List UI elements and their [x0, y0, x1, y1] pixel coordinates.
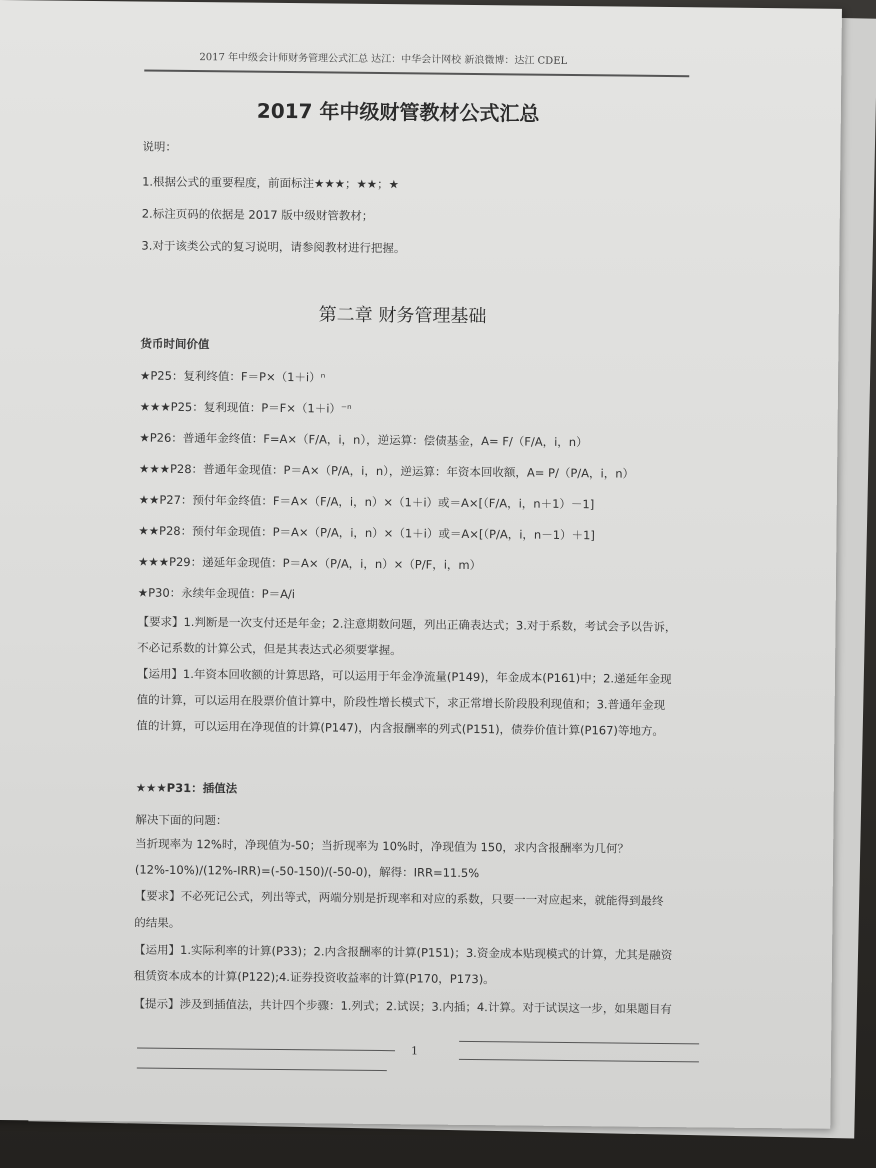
formula-line: ★★★P25：复利现值：P＝F×（1＋i）⁻ⁿ	[139, 399, 352, 416]
formula-line: ★★P27：预付年金终值：F＝A×（F/A，i，n）×（1＋i）或＝A×[（F/A，i，n＋1）－1]	[138, 492, 595, 512]
requirements-paragraph: 【要求】1.判断是一次支付还是年金；2.注意期数问题，列出正确表达式；3.对于系数，考试会予以告诉，	[137, 614, 677, 635]
note-item: 1.根据公式的重要程度，前面标注★★★；★★；★	[142, 174, 399, 192]
formula-line: ★P26：普通年金终值：F=A×（F/A，i，n），逆运算：偿债基金，A= F/（F/A，i，n）	[139, 430, 588, 450]
header-divider	[144, 70, 689, 78]
interpolation-heading: ★★★P31：插值法	[135, 780, 238, 796]
application-paragraph: 值的计算，可以运用在股票价值计算中，阶段性增长模式下，求正常增长阶段股利现值和；3.普通年金现	[136, 692, 666, 713]
running-header: 2017 年中级会计师财务管理公式汇总 达江：中华会计网校 新浪微博：达江 CDEL	[199, 52, 568, 67]
formula-line: ★P25：复利终值：F＝P×（1＋i）ⁿ	[140, 368, 326, 385]
interpolation-line: 当折现率为 12%时，净现值为-50；当折现率为 10%时，净现值为 150，求内含报酬率为几何？	[135, 836, 630, 856]
interpolation-line: 【提示】涉及到插值法，共计四个步骤：1.列式；2.试误；3.内插；4.计算。对于试误这一步，如果题目有	[133, 996, 672, 1017]
footer-divider-left-lower	[137, 1067, 387, 1071]
section-heading: 货币时间价值	[140, 336, 210, 352]
document-title: 2017 年中级财管教材公式汇总	[256, 98, 540, 126]
interpolation-line: 解决下面的问题：	[135, 812, 228, 828]
formula-line: ★P30：永续年金现值：P＝A/i	[137, 585, 296, 602]
formula-line: ★★★P28：普通年金现值：P＝A×（P/A，i，n），逆运算：年资本回收额，A= P/（P/A，i，n）	[139, 461, 635, 481]
note-item: 2.标注页码的依据是 2017 版中级财管教材；	[141, 206, 374, 223]
interpolation-line: 【运用】1.实际利率的计算(P33)；2.内含报酬率的计算(P151)；3.资金成本贴现模式的计算，尤其是融资	[133, 942, 673, 963]
chapter-title: 第二章 财务管理基础	[318, 304, 487, 328]
requirements-paragraph: 不必记系数的计算公式，但是其表达式必须要掌握。	[137, 640, 402, 658]
interpolation-line: 【要求】不必死记公式，列出等式，两端分别是折现率和对应的系数，只要一一对应起来，就能得到最终	[134, 888, 664, 908]
formula-line: ★★★P29：递延年金现值：P＝A×（P/A，i，n）×（P/F，i，m）	[138, 554, 482, 573]
formula-line: ★★P28：预付年金现值：P＝A×（P/A，i，n）×（1＋i）或＝A×[（P/A，i，n－1）＋1]	[138, 523, 595, 543]
interpolation-line: (12%-10%)/(12%-IRR)=(-50-150)/(-50-0)，解得：IRR=11.5%	[134, 862, 480, 881]
page-number: 1	[410, 1044, 419, 1058]
interpolation-line: 租赁资本成本的计算(P122);4.证券投资收益率的计算(P170，P173)。	[133, 968, 495, 987]
notes-heading: 说明：	[142, 139, 178, 154]
application-paragraph: 【运用】1.年资本回收额的计算思路，可以运用于年金净流量(P149)，年金成本(P161)中；2.递延年金现	[136, 666, 672, 687]
footer-divider-left	[137, 1047, 395, 1051]
application-paragraph: 值的计算，可以运用在净现值的计算(P147)，内含报酬率的列式(P151)，债券价值计算(P167)等地方。	[136, 718, 665, 738]
note-item: 3.对于该类公式的复习说明，请参阅教材进行把握。	[141, 238, 406, 256]
interpolation-line: 的结果。	[134, 915, 181, 930]
footer-divider-right	[459, 1041, 699, 1045]
footer-divider-right-lower	[459, 1059, 699, 1063]
